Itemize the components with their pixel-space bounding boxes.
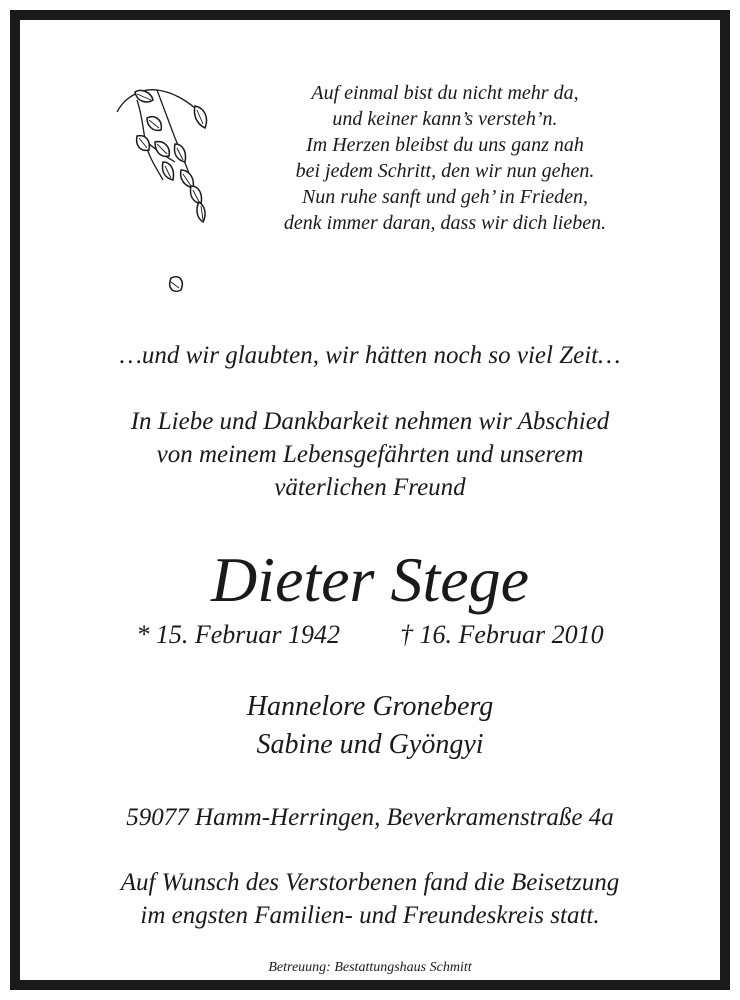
poem-line: Nun ruhe sanft und geh’ in Frieden,: [301, 186, 589, 208]
poem-line: bei jedem Schritt, den wir nun gehen.: [295, 160, 595, 182]
poem: [235, 80, 655, 236]
life-dates: [20, 620, 720, 650]
quote: …und wir glaubten, wir hätten noch so viel Zeit…: [119, 342, 621, 369]
mourner-line: Sabine und Gyöngyi: [256, 729, 484, 760]
poem-line: Im Herzen bleibst du uns ganz nah: [306, 134, 584, 156]
farewell-text: [20, 405, 720, 504]
poem-line: denk immer daran, dass wir dich lieben.: [283, 212, 607, 234]
birth-date: * 15. Februar 1942: [136, 620, 340, 649]
burial-note-line: Auf Wunsch des Verstorbenen fand die Beisetzung: [120, 869, 620, 896]
deceased-name: Dieter Stege: [210, 544, 530, 615]
burial-note: [20, 866, 720, 932]
mourner-line: Hannelore Groneberg: [246, 691, 494, 722]
mourners: [20, 688, 720, 764]
inner-frame: [18, 18, 722, 982]
funeral-home-credit: Betreuung: Bestattungshaus Schmitt: [268, 960, 472, 975]
poem-line: und keiner kann’s versteh’n.: [332, 108, 558, 130]
farewell-line: von meinem Lebensgefährten und unserem: [156, 441, 584, 468]
farewell-line: väterlichen Freund: [274, 474, 466, 501]
burial-note-line: im engsten Familien- und Freundeskreis statt.: [140, 902, 600, 929]
poem-line: Auf einmal bist du nicht mehr da,: [311, 82, 579, 104]
farewell-line: In Liebe und Dankbarkeit nehmen wir Abschied: [130, 408, 610, 435]
birch-leaves-icon: [115, 82, 225, 317]
address: 59077 Hamm-Herringen, Beverkramenstraße 4a: [126, 804, 614, 831]
death-date: † 16. Februar 2010: [400, 620, 604, 649]
